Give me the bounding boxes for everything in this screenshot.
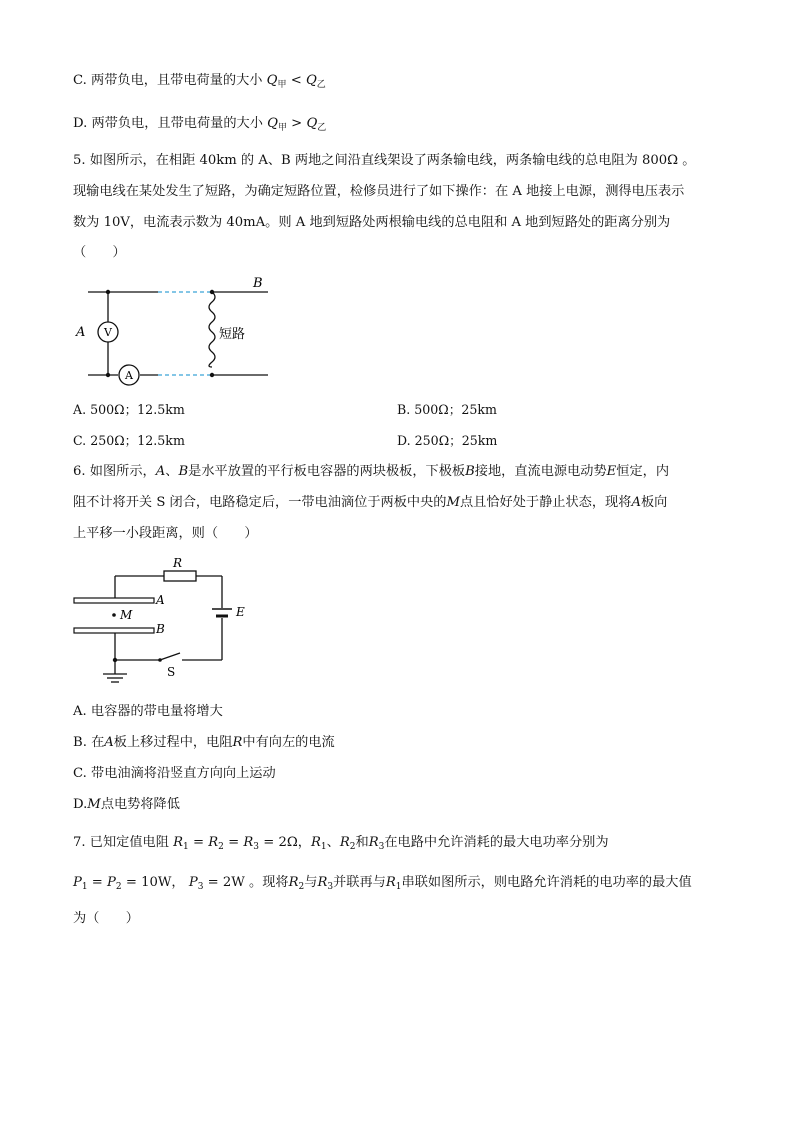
label-emf-e: E bbox=[236, 605, 245, 619]
capacitor-plate-b bbox=[74, 628, 154, 633]
capacitor-plate-a bbox=[74, 598, 154, 603]
label-point-m: M bbox=[120, 608, 133, 622]
voltmeter-label: V bbox=[104, 326, 112, 339]
q5-stem-line-3: 数为 10V，电流表示数为 40mA。则 A 地到短路处两根输电线的总电阻和 A 地到短路处的距离分别为 bbox=[73, 215, 671, 230]
q6-stem-line-1: 6. 如图所示，A、B是水平放置的平行板电容器的两块极板，下极板B接地，直流电源电动势E恒定，内 bbox=[73, 464, 670, 479]
q6-option-c[interactable]: C. 带电油滴将沿竖直方向向上运动 bbox=[73, 766, 276, 781]
short-circuit-wavy bbox=[209, 292, 215, 367]
q6-option-a[interactable]: A. 电容器的带电量将增大 bbox=[73, 704, 223, 719]
label-plate-b: B bbox=[156, 622, 165, 636]
ammeter-label: A bbox=[125, 369, 133, 382]
junction-dot bbox=[210, 373, 214, 377]
q5-option-d[interactable]: D. 250Ω；25km bbox=[397, 433, 498, 448]
junction-dot bbox=[106, 290, 110, 294]
junction-dot bbox=[113, 658, 117, 662]
label-r: R bbox=[173, 556, 183, 570]
q6-stem-line-2: 阻不计将开关 S 闭合，电路稳定后，一带电油滴位于两板中央的M点且恰好处于静止状态，现将A板向 bbox=[73, 495, 668, 510]
q5-option-a[interactable]: A. 500Ω；12.5km bbox=[73, 402, 185, 417]
q5-option-c[interactable]: C. 250Ω；12.5km bbox=[73, 433, 185, 448]
q6-option-d[interactable]: D.M点电势将降低 bbox=[73, 797, 180, 812]
label-plate-a: A bbox=[156, 593, 165, 607]
junction-dot bbox=[210, 290, 214, 294]
short-circuit-label: 短路 bbox=[219, 327, 246, 342]
q5-stem-line-1: 5. 如图所示，在相距 40km 的 A、B 两地之间沿直线架设了两条输电线，两条输电线的总电阻为 800Ω 。 bbox=[73, 153, 696, 168]
oil-drop-point bbox=[112, 613, 116, 617]
q7-answer-blank: 为（ ） bbox=[73, 911, 139, 926]
q5-stem-line-2: 现输电线在某处发生了短路，为确定短路位置，检修员进行了如下操作：在 A 地接上电源，测得电压表示 bbox=[73, 184, 685, 199]
q6-capacitor-circuit-figure bbox=[70, 554, 260, 694]
q4-option-c: C. 两带负电，且带电荷量的大小 $Q_甲 < Q_乙$ bbox=[73, 73, 326, 90]
resistor-r bbox=[164, 571, 196, 581]
label-switch-s: S bbox=[167, 665, 176, 679]
q5-answer-blank: （ ） bbox=[73, 245, 126, 260]
point-a-label: A bbox=[76, 325, 86, 340]
q7-stem-line-2: $P_1 = P_2 = 10W$， $P_3 = 2W$ 。现将$R_2$与$R_3$并联再与$R_1$串联如图所示，则电路允许消耗的电功率的最大值 bbox=[73, 875, 692, 892]
junction-dot bbox=[106, 373, 110, 377]
switch-blade bbox=[160, 653, 180, 660]
q6-stem-line-3: 上平移一小段距离，则（ ） bbox=[73, 526, 258, 541]
q7-stem-line-1: 7. 已知定值电阻 $R_1 = R_2 = R_3 = 2\Omega$，$R_1$、$R_2$和$R_3$在电路中允许消耗的最大电功率分别为 bbox=[73, 835, 609, 852]
switch-pivot bbox=[158, 658, 162, 662]
q4-option-d: D. 两带负电，且带电荷量的大小 $Q_甲 > Q_乙$ bbox=[73, 116, 327, 133]
point-b-label: B bbox=[253, 276, 263, 291]
q6-option-b[interactable]: B. 在A板上移过程中，电阻R中有向左的电流 bbox=[73, 735, 335, 750]
q5-option-b[interactable]: B. 500Ω；25km bbox=[397, 402, 497, 417]
q5-circuit-figure bbox=[70, 274, 280, 386]
